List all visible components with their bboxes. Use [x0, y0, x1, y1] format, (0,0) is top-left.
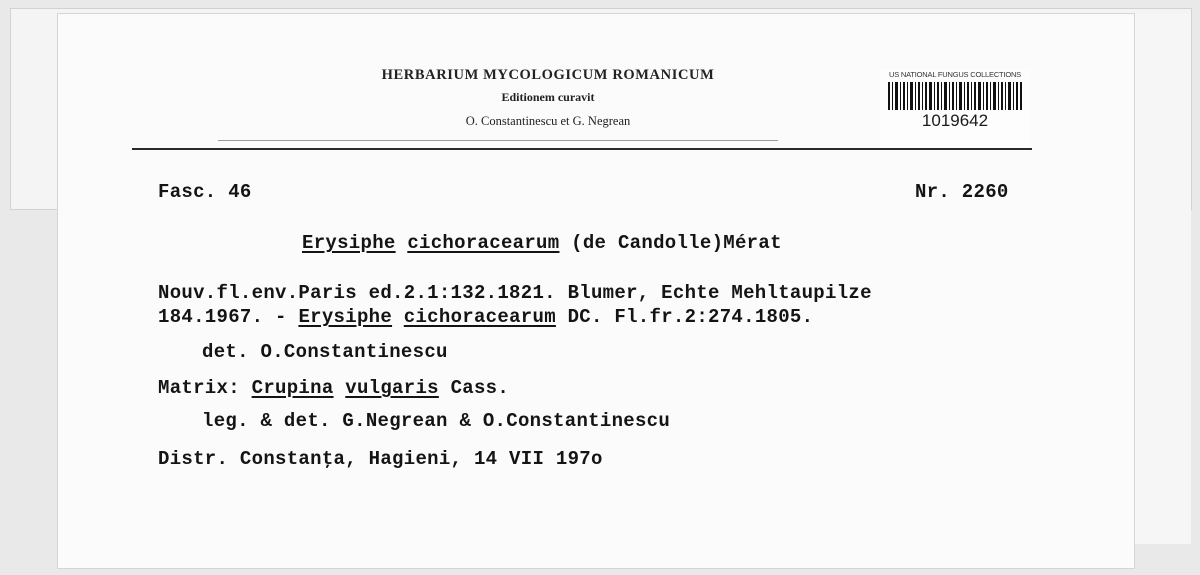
reference-prefix: 184.1967. - [158, 306, 299, 328]
taxon-species: cichoracearum [407, 232, 560, 254]
barcode-label [880, 70, 1030, 148]
taxon-name [302, 232, 782, 254]
label-header [58, 14, 1134, 164]
header-rule [132, 148, 1032, 150]
reference-line-1: Nouv.fl.env.Paris ed.2.1:132.1821. Blumer, Echte Mehltaupilze [158, 282, 872, 304]
taxon-genus: Erysiphe [302, 232, 396, 254]
herbarium-editors: O. Constantinescu et G. Negrean [465, 114, 631, 128]
barcode-icon [888, 82, 1022, 110]
taxon-authority: (de Candolle)Mérat [571, 232, 782, 254]
reference-genus: Erysiphe [298, 306, 393, 328]
barcode-caption: US NATIONAL FUNGUS COLLECTIONS [889, 70, 1021, 79]
collectors: leg. & det. G.Negrean & O.Constantinescu [202, 410, 671, 432]
barcode-number: 1019642 [921, 111, 989, 130]
matrix-prefix: Matrix: [158, 377, 252, 399]
matrix-line [158, 377, 509, 399]
reference-line-2 [158, 306, 813, 328]
reference-species: cichoracearum [403, 306, 556, 328]
header-thin-rule [218, 140, 778, 141]
herbarium-subtitle: Editionem curavit [501, 90, 595, 104]
matrix-genus: Crupina [251, 377, 334, 399]
matrix-species: vulgaris [345, 377, 439, 399]
reference-suffix: DC. Fl.fr.2:274.1805. [555, 306, 814, 328]
specimen-number: Nr. 2260 [915, 181, 1009, 203]
fascicle-number: Fasc. 46 [158, 181, 252, 203]
determiner: det. O.Constantinescu [202, 341, 448, 363]
background-sheet-edge [1132, 14, 1191, 544]
herbarium-label [58, 14, 1134, 568]
matrix-suffix: Cass. [438, 377, 510, 399]
locality: Distr. Constanţa, Hagieni, 14 VII 197o [158, 448, 603, 470]
herbarium-title: HERBARIUM MYCOLOGICUM ROMANICUM [381, 67, 715, 83]
